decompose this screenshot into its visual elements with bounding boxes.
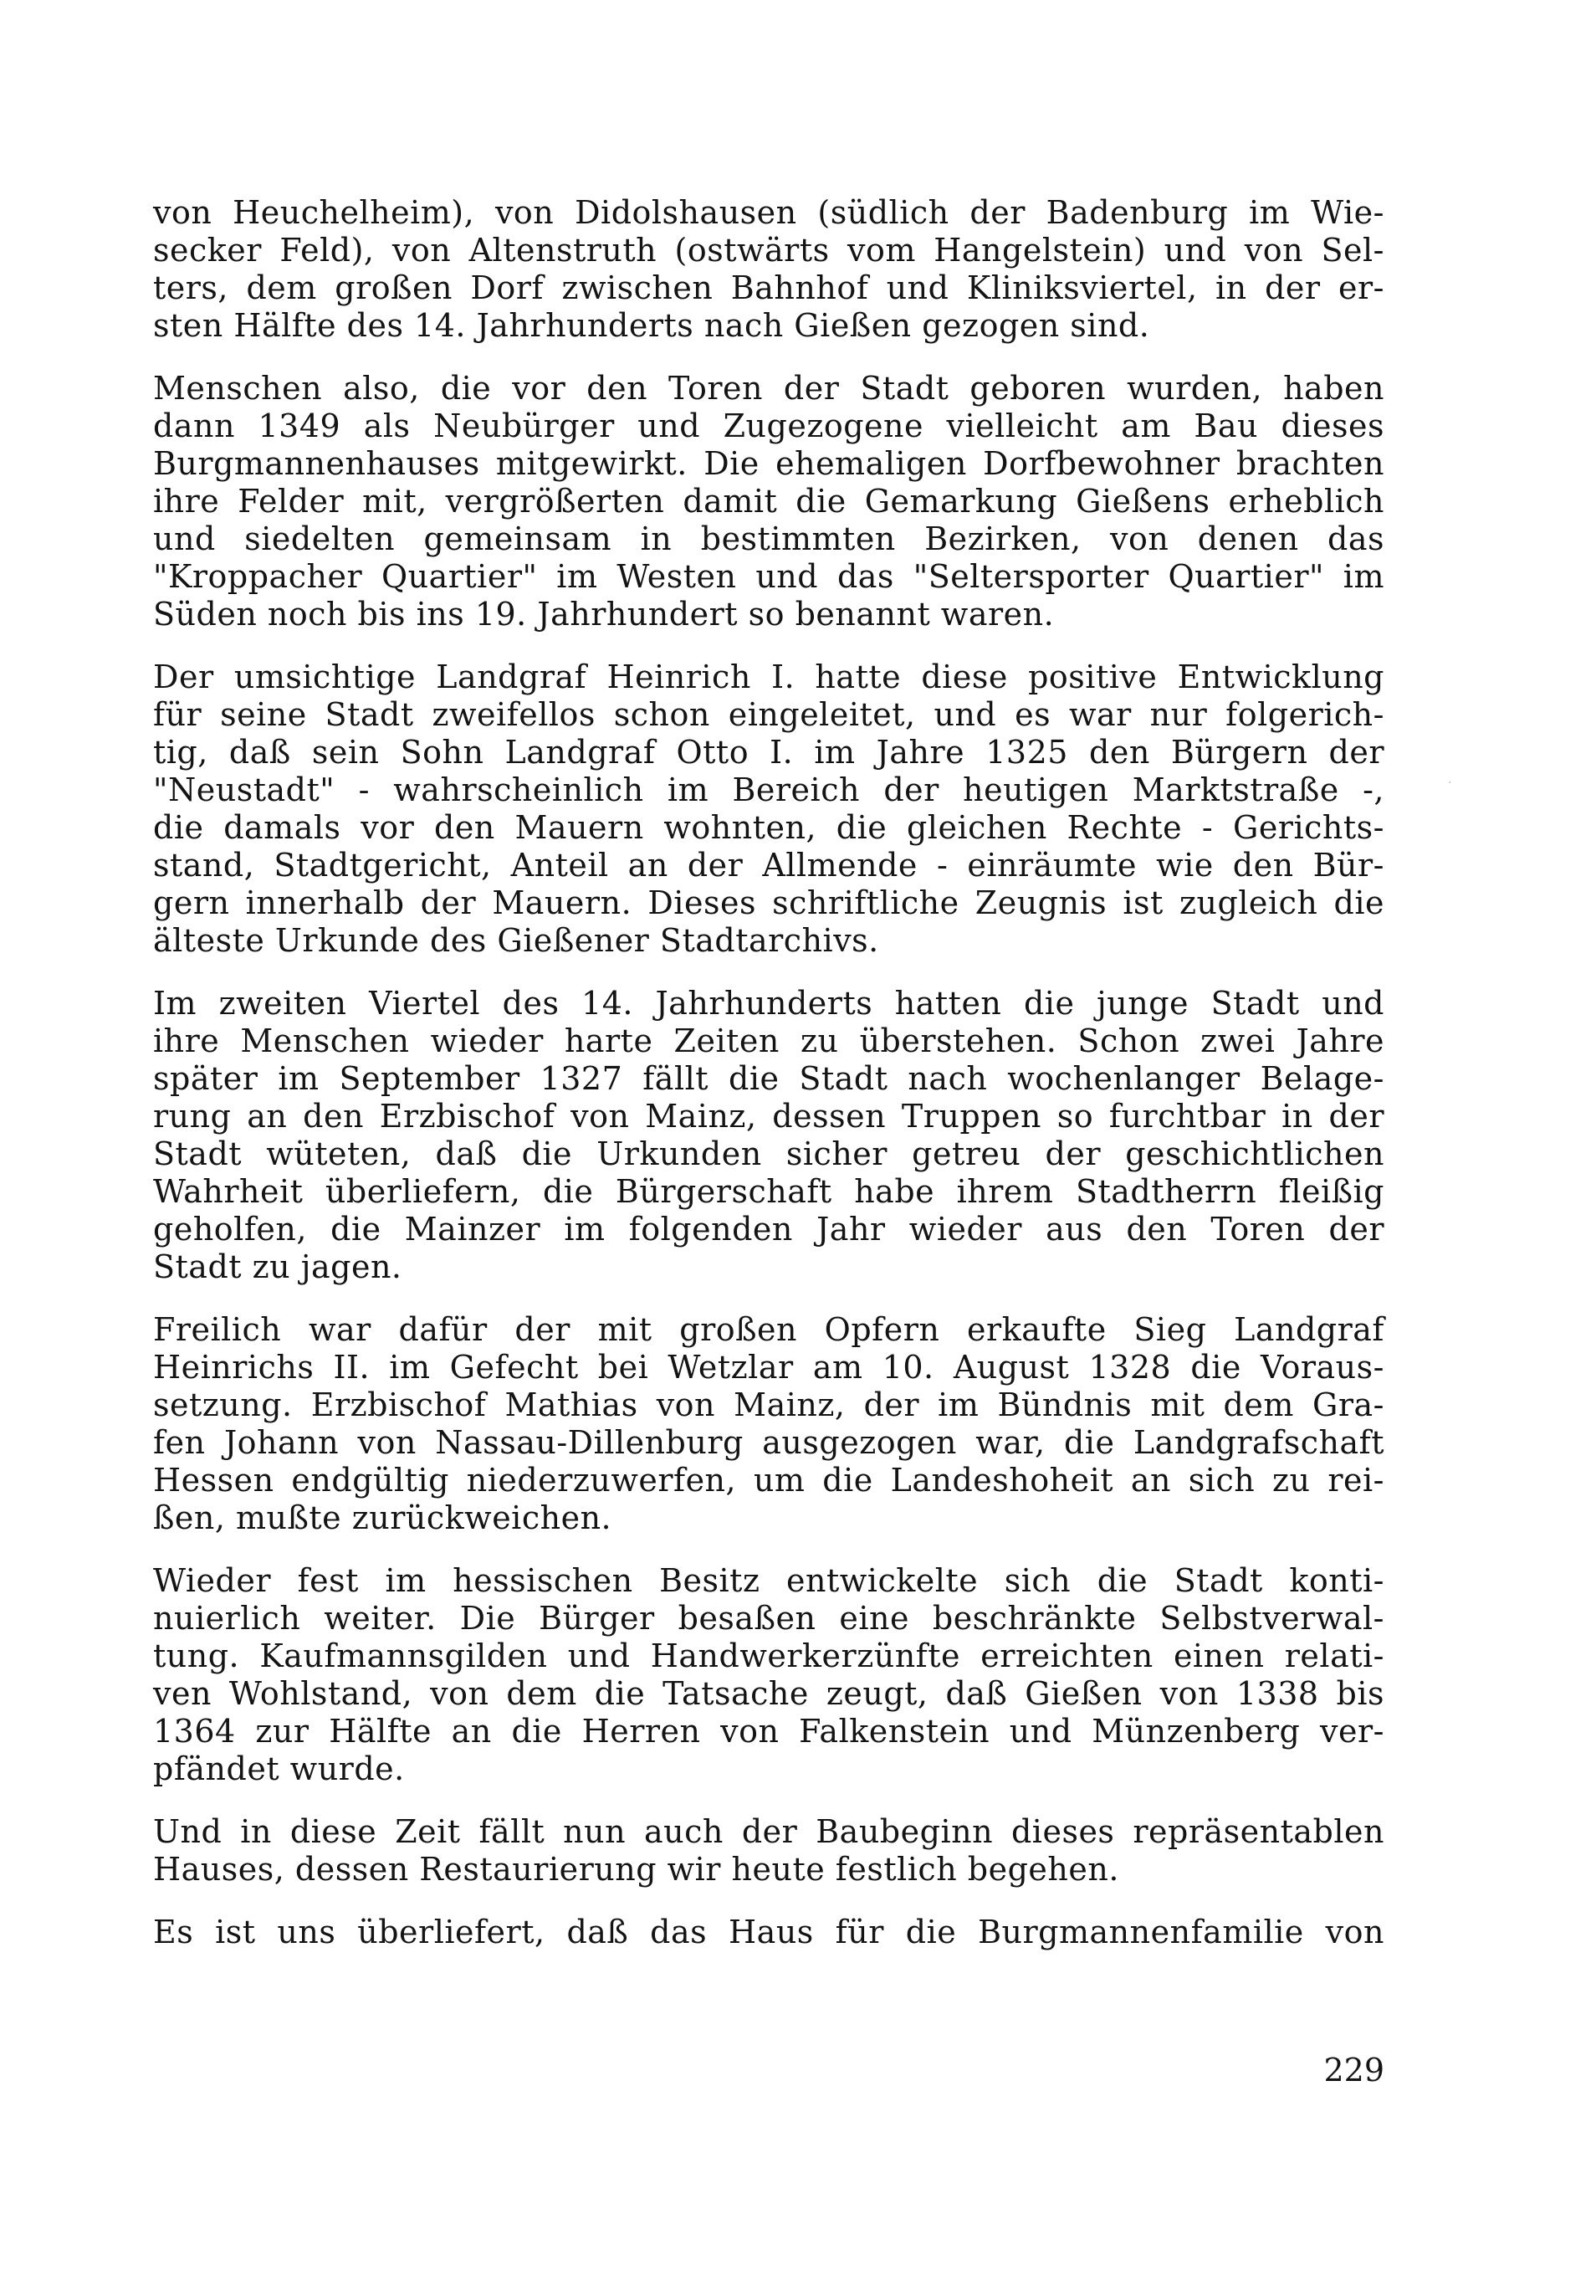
text-line: von Heuchelheim), von Didolshausen (südlich der Badenburg im Wie- [153, 194, 1384, 231]
text-line: für seine Stadt zweifellos schon eingeleitet, und es war nur folgerich- [153, 696, 1384, 733]
text-line: Es ist uns überliefert, daß das Haus für die Burgmannenfamilie von [153, 1914, 1384, 1950]
text-line: ßen, mußte zurückweichen. [153, 1499, 612, 1536]
text-line: ters, dem großen Dorf zwischen Bahnhof und Kliniksviertel, in der er- [153, 269, 1384, 306]
text-line: pfändet wurde. [153, 1750, 405, 1787]
paragraph [153, 370, 1384, 633]
text-line: 1364 zur Hälfte an die Herren von Falkenstein und Münzenberg ver- [153, 1713, 1384, 1750]
text-line: nuierlich weiter. Die Bürger besaßen eine beschränkte Selbstverwal- [153, 1600, 1384, 1637]
text-line: Menschen also, die vor den Toren der Stadt geboren wurden, haben [153, 370, 1384, 407]
text-line: Wahrheit überliefern, die Bürgerschaft habe ihrem Stadtherrn fleißig [153, 1173, 1384, 1210]
text-line: geholfen, die Mainzer im folgenden Jahr wieder aus den Toren der [153, 1211, 1384, 1248]
text-line: Stadt wüteten, daß die Urkunden sicher getreu der geschichtlichen [153, 1135, 1384, 1172]
text-line: tung. Kaufmannsgilden und Handwerkerzünfte erreichten einen relati- [153, 1637, 1384, 1674]
text-line: älteste Urkunde des Gießener Stadtarchivs. [153, 922, 879, 959]
text-line: ven Wohlstand, von dem die Tatsache zeugt, daß Gießen von 1338 bis [153, 1675, 1384, 1712]
text-line: später im September 1327 fällt die Stadt nach wochenlanger Belage- [153, 1060, 1384, 1097]
text-line: fen Johann von Nassau-Dillenburg ausgezogen war, die Landgrafschaft [153, 1424, 1384, 1461]
text-line: "Kroppacher Quartier" im Westen und das "Seltersporter Quartier" im [153, 558, 1384, 595]
text-line: Freilich war dafür der mit großen Opfern erkaufte Sieg Landgraf [153, 1311, 1384, 1348]
text-line: "Neustadt" - wahrscheinlich im Bereich der heutigen Marktstraße -, [153, 771, 1384, 808]
text-line: dann 1349 als Neubürger und Zugezogene vielleicht am Bau dieses [153, 407, 1384, 444]
text-line: Und in diese Zeit fällt nun auch der Baubeginn dieses repräsentablen [153, 1813, 1384, 1850]
text-line: Hessen endgültig niederzuwerfen, um die Landeshoheit an sich zu rei- [153, 1462, 1384, 1499]
text-line: sten Hälfte des 14. Jahrhunderts nach Gießen gezogen sind. [153, 307, 1150, 344]
text-line: Der umsichtige Landgraf Heinrich I. hatte diese positive Entwicklung [153, 659, 1384, 695]
paragraph [153, 985, 1384, 1286]
page-number: 229 [1323, 2052, 1384, 2088]
paragraph [153, 659, 1384, 960]
text-line: Stadt zu jagen. [153, 1248, 402, 1285]
text-line: Süden noch bis ins 19. Jahrhundert so benannt waren. [153, 596, 1055, 633]
text-line: setzung. Erzbischof Mathias von Mainz, der im Bündnis mit dem Gra- [153, 1386, 1384, 1423]
text-line: ihre Menschen wieder harte Zeiten zu überstehen. Schon zwei Jahre [153, 1022, 1384, 1059]
page-text-block [153, 194, 1384, 1976]
text-line: Heinrichs II. im Gefecht bei Wetzlar am 10. August 1328 die Voraus- [153, 1349, 1384, 1386]
text-line: Im zweiten Viertel des 14. Jahrhunderts hatten die junge Stadt und [153, 985, 1384, 1022]
paragraph [153, 1311, 1384, 1537]
scan-speck: · [1448, 776, 1452, 790]
text-line: gern innerhalb der Mauern. Dieses schriftliche Zeugnis ist zugleich die [153, 884, 1384, 921]
text-line: secker Feld), von Altenstruth (ostwärts vom Hangelstein) und von Sel- [153, 232, 1384, 269]
paragraph [153, 1914, 1384, 1951]
text-line: rung an den Erzbischof von Mainz, dessen Truppen so furchtbar in der [153, 1098, 1384, 1135]
text-line: und siedelten gemeinsam in bestimmten Bezirken, von denen das [153, 520, 1384, 557]
text-line: tig, daß sein Sohn Landgraf Otto I. im Jahre 1325 den Bürgern der [153, 734, 1384, 771]
paragraph [153, 194, 1384, 345]
paragraph [153, 1813, 1384, 1889]
text-line: ihre Felder mit, vergrößerten damit die Gemarkung Gießens erheblich [153, 483, 1384, 520]
text-line: Hauses, dessen Restaurierung wir heute festlich begehen. [153, 1851, 1119, 1888]
text-line: die damals vor den Mauern wohnten, die gleichen Rechte - Gerichts- [153, 809, 1384, 846]
paragraph [153, 1562, 1384, 1788]
text-line: Burgmannenhauses mitgewirkt. Die ehemaligen Dorfbewohner brachten [153, 445, 1384, 482]
text-line: stand, Stadtgericht, Anteil an der Allmende - einräumte wie den Bür- [153, 847, 1384, 884]
text-line: Wieder fest im hessischen Besitz entwickelte sich die Stadt konti- [153, 1562, 1384, 1599]
